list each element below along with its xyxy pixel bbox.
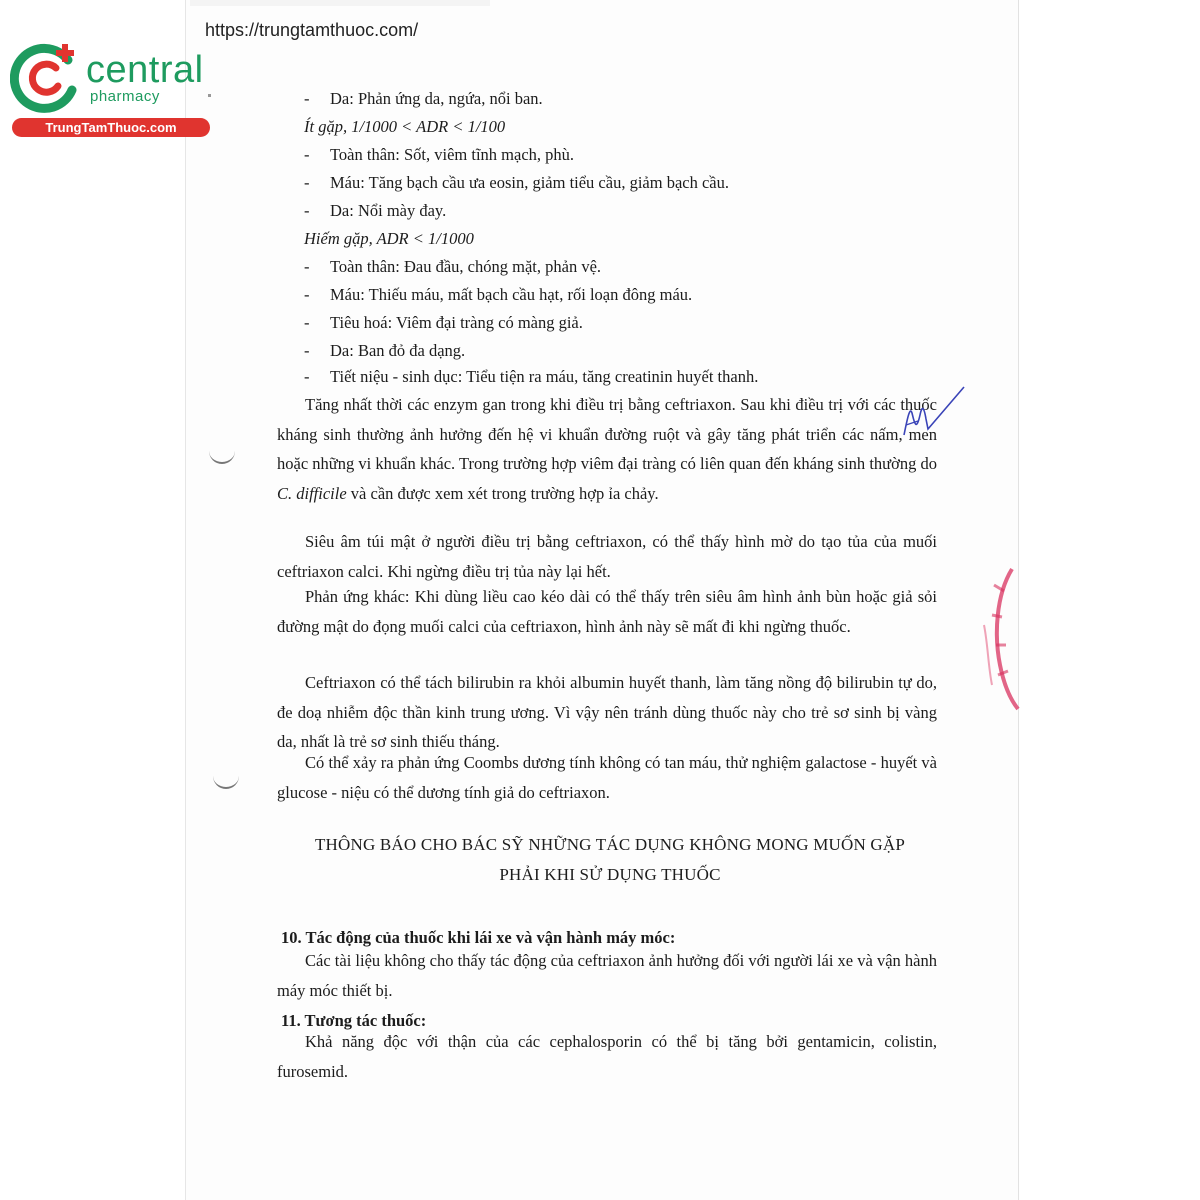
- list-item: - Da: Phản ứng da, ngứa, nổi ban.: [304, 89, 543, 108]
- list-item: - Toàn thân: Đau đầu, chóng mặt, phản vệ.: [304, 257, 602, 276]
- page-edge-shadow: [190, 0, 490, 6]
- brand-name: central: [86, 49, 204, 91]
- paragraph-coombs: Có thể xảy ra phản ứng Coombs dương tính không có tan máu, thử nghiệm galactose - huyết và glucose - niệu có thể dương tính giả do ceftriaxon.: [277, 753, 937, 802]
- notice-line-1: THÔNG BÁO CHO BÁC SỸ NHỮNG TÁC DỤNG KHÔNG MONG MUỐN GẶP: [314, 835, 906, 854]
- scan-dot: [208, 94, 211, 97]
- notice-line-2: PHẢI KHI SỬ DỤNG THUỐC: [499, 865, 721, 884]
- signature-initials: [898, 385, 970, 445]
- official-stamp: [982, 565, 1022, 715]
- paragraph-bilirubin: Ceftriaxon có thể tách bilirubin ra khỏi albumin huyết thanh, làm tăng nồng độ bilirubin tự do, đe doạ nhiễm độc thần kinh trung ương. Vì vậy nên tránh dùng thuốc này cho trẻ sơ sinh bị vàng da, nhất là trẻ sơ sinh thiếu tháng.: [277, 673, 937, 751]
- paragraph-liver-enzymes: Tăng nhất thời các enzym gan trong khi điều trị bằng ceftriaxon. Sau khi điều trị với các thuốc kháng sinh thường ảnh hưởng đến hệ vi khuẩn đường ruột và gây tăng phát triển các nấm, men hoặc những vi khuẩn khác. Trong trường hợp viêm đại tràng có liên quan đến kháng sinh thường do C. difficile và cần được xem xét trong trường hợp ỉa chảy.: [277, 395, 937, 503]
- rare-heading: Hiếm gặp, ADR < 1/1000: [304, 229, 474, 248]
- section-11-text: Khả năng độc với thận của các cephalosporin có thể bị tăng bởi gentamicin, colistin, furosemid.: [277, 1032, 937, 1081]
- list-item: - Tiết niệu - sinh dục: Tiểu tiện ra máu, tăng creatinin huyết thanh.: [304, 367, 759, 386]
- section-10-heading: 10. Tác động của thuốc khi lái xe và vận hành máy móc:: [281, 928, 676, 947]
- paragraph-gallbladder: Siêu âm túi mật ở người điều trị bằng ceftriaxon, có thể thấy hình mờ do tạo tủa của muối ceftriaxon calci. Khi ngừng điều trị tủa này lại hết.: [277, 532, 937, 581]
- brand-site-bar[interactable]: TrungTamThuoc.com: [12, 118, 210, 137]
- central-pharmacy-logo-icon: [10, 38, 88, 116]
- list-item: - Tiêu hoá: Viêm đại tràng có màng giả.: [304, 313, 583, 332]
- list-item: - Da: Nổi mày đay.: [304, 201, 447, 220]
- paragraph-other-reactions: Phản ứng khác: Khi dùng liều cao kéo dài có thể thấy trên siêu âm hình ảnh bùn hoặc giả sỏi đường mật do đọng muối calci của ceftriaxon, hình ảnh này sẽ mất đi khi ngừng thuốc.: [277, 587, 937, 636]
- list-item: - Toàn thân: Sốt, viêm tĩnh mạch, phù.: [304, 145, 575, 164]
- section-11-heading: 11. Tương tác thuốc:: [281, 1011, 427, 1030]
- brand-subtitle: pharmacy: [90, 88, 160, 105]
- list-item: - Máu: Tăng bạch cầu ưa eosin, giảm tiểu cầu, giảm bạch cầu.: [304, 173, 729, 192]
- site-url[interactable]: https://trungtamthuoc.com/: [205, 20, 419, 40]
- uncommon-heading: Ít gặp, 1/1000 < ADR < 1/100: [304, 117, 506, 136]
- list-item: - Máu: Thiếu máu, mất bạch cầu hạt, rối loạn đông máu.: [304, 285, 693, 304]
- adverse-effects-notice: [280, 830, 940, 890]
- section-10-text: Các tài liệu không cho thấy tác động của ceftriaxon ảnh hưởng đối với người lái xe và vận hành máy móc thiết bị.: [277, 951, 937, 1000]
- list-item: - Da: Ban đỏ đa dạng.: [304, 341, 466, 360]
